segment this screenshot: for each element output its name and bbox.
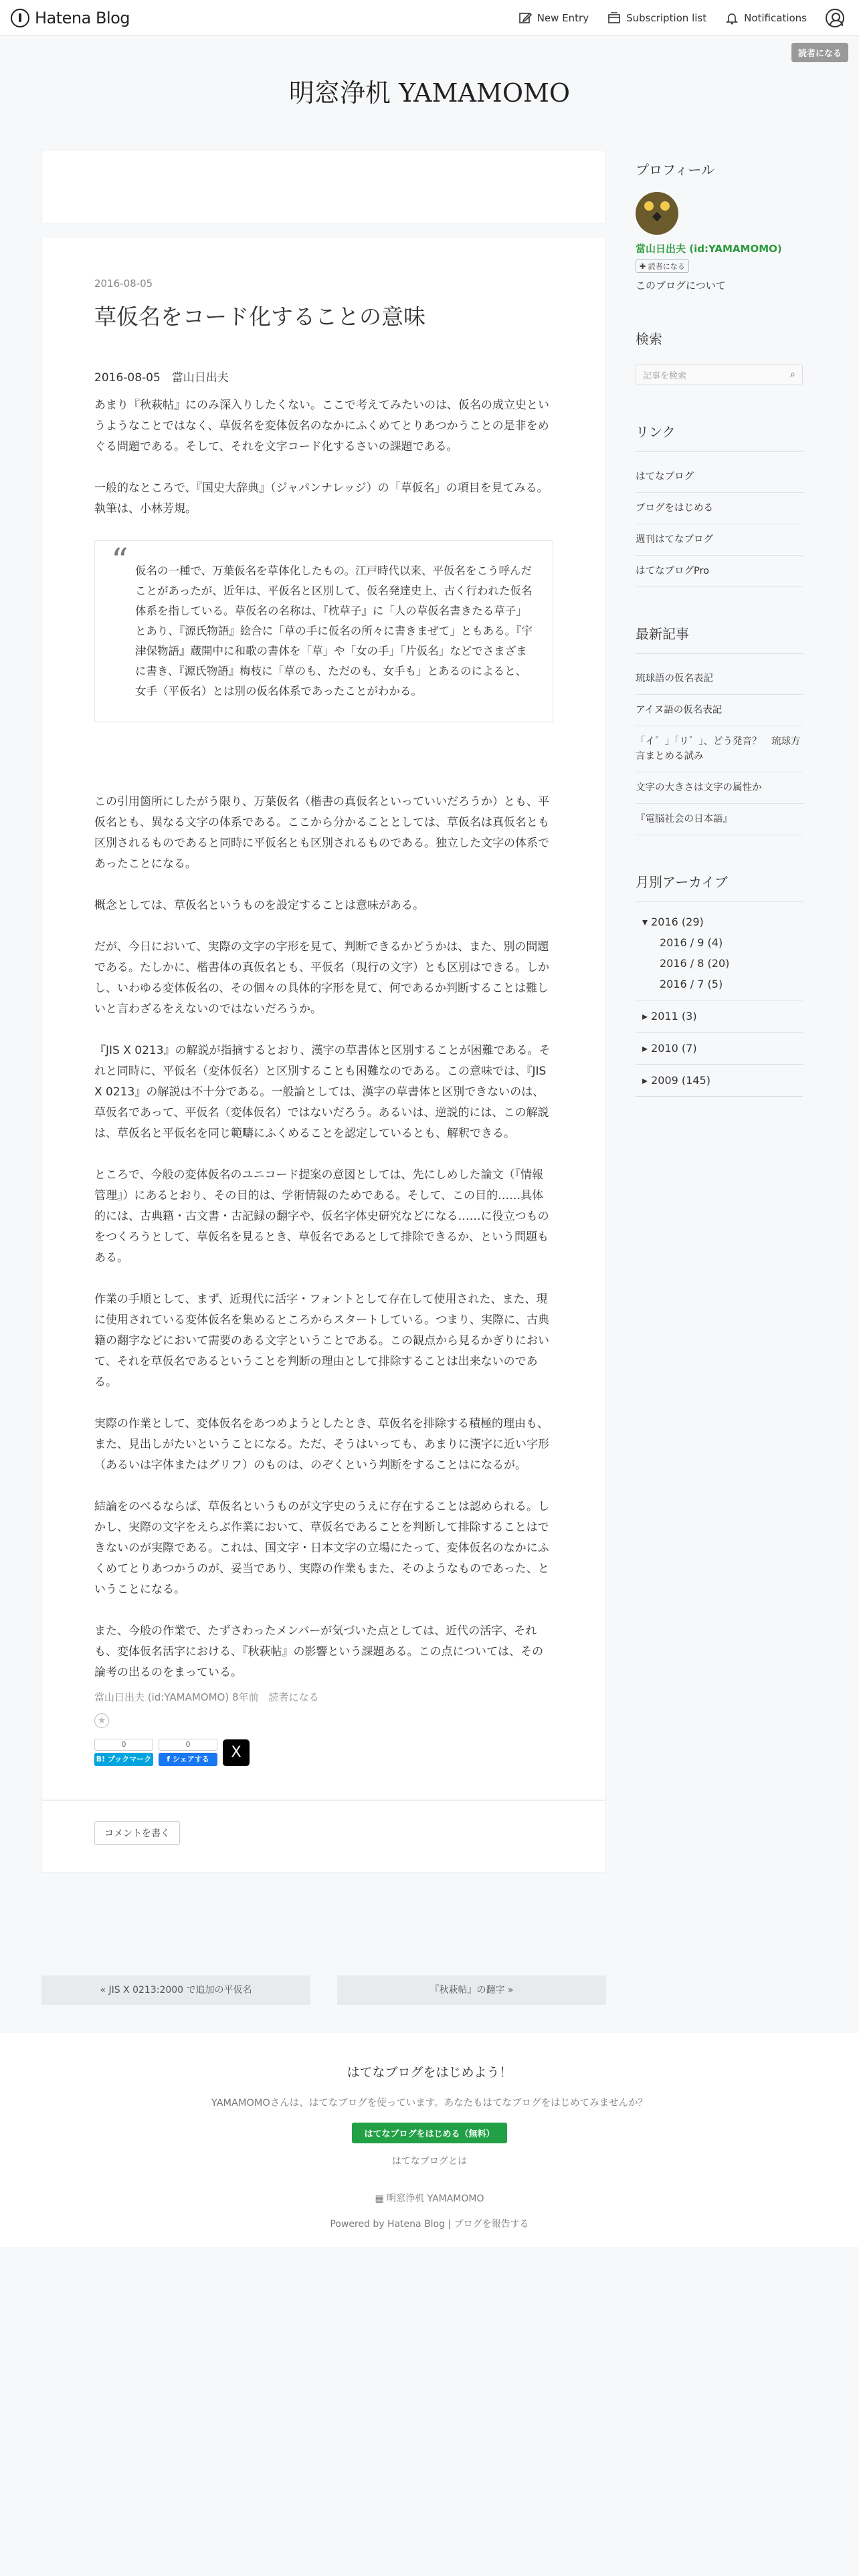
footer-cta-title: はてなブログをはじめよう！ xyxy=(347,2065,512,2080)
logo-text: Hatena Blog xyxy=(35,8,130,27)
profile-reader-button[interactable]: ✚ 読者になる xyxy=(636,259,689,273)
archive-year-2011[interactable]: ▸ 2011 (3) xyxy=(636,1000,803,1033)
link-item[interactable]: はてなブログPro xyxy=(636,556,803,587)
archive-month-link[interactable]: 2016 / 9 (4) xyxy=(660,936,723,949)
recent-entry-link[interactable]: 『電脳社会の日本語』 xyxy=(636,804,803,835)
add-star-icon[interactable]: ★ xyxy=(94,1713,109,1728)
paragraph: ところで、今般の変体仮名のユニコード提案の意図としては、先にしめした論文（『情報管理』）にあるとおり、その目的は、学術情報のためである。そして、この目的……具体的には、古典籍・古文書・古記録の翻字や、仮名字体史研究などになる……に役立つものをつくろうとして、草仮名を見るとき、草仮名であるとして排除できるか、という問題もある。 xyxy=(94,1168,549,1265)
entry-meta-line: 2016-08-05 當山日出夫 xyxy=(94,370,229,385)
next-entry-link[interactable]: 『秋萩帖』の翻字 » xyxy=(337,1975,606,2005)
hatebu-button[interactable]: B! ブックマーク xyxy=(94,1753,153,1766)
entry-title[interactable]: 草仮名をコード化することの意味 xyxy=(94,304,425,330)
profile-module xyxy=(636,159,803,292)
user-account-icon[interactable] xyxy=(826,9,844,27)
paragraph: だが、今日において、実際の文字の字形を見て、判断できるかどうかは、また、別の問題である。たしかに、楷書体の真仮名とも、平仮名（現行の文字）とも区別はできる。しかし、いわゆる変体仮名の、その個々の具体的字形を見て、何であるか判断することは難しいと言わざるをえないのではないだろうか。 xyxy=(94,940,549,1016)
paragraph: 作業の手順として、まず、近現代に活字・フォントとして存在して使用された、また、現に使用されている変体仮名を集めるところからスタートしている。つまり、実際に、古典籍の翻字などにおいて需要のある文字ということである。この観点から見るかぎりにおいて、それを草仮名であるということを判断の理由として排除することは出来ないのである。 xyxy=(94,1292,549,1389)
ad-slot xyxy=(41,150,606,223)
hatebu-count: 0 xyxy=(94,1739,153,1751)
entry-article xyxy=(41,237,606,1800)
main-column xyxy=(41,150,606,1872)
archive-month-link[interactable]: 2016 / 8 (20) xyxy=(660,957,730,970)
paragraph: あまり『秋萩帖』にのみ深入りしたくない。ここで考えてみたいのは、仮名の成立史というようなことではなく、草仮名を変体仮名のなかにふくめてとりあつかうことの是非をめぐる問題である。そして、それを文字コード化するさいの課題である。 xyxy=(94,398,549,453)
facebook-count: 0 xyxy=(159,1739,217,1751)
profile-heading: プロフィール xyxy=(636,162,714,178)
subscribe-reader-button[interactable]: 読者になる xyxy=(791,43,848,62)
about-blog-link[interactable]: このブログについて xyxy=(636,280,726,292)
hatena-logo-icon xyxy=(11,9,29,27)
footer-blog-name[interactable] xyxy=(0,2191,859,2205)
hatena-blog-logo[interactable] xyxy=(11,9,130,27)
quote-mark-icon: “ xyxy=(111,540,128,580)
link-item[interactable]: 週刊はてなブログ xyxy=(636,524,803,556)
search-icon[interactable]: ⌕ xyxy=(790,369,795,380)
quote-text: 仮名の一種で、万葉仮名を草体化したもの。江戸時代以来、平仮名をこう呼んだことがあったが、近年は、平仮名と区別して、仮名発達史上、古く行われた仮名体系を指している。草仮名の名称は、『枕草子』に「人の草仮名書きたる草子」とあり、『源氏物語』絵合に「草の手に仮名の所々に書きまぜて」ともある。『宇津保物語』蔵開中に和歌の書体を「草」や「女の手」「片仮名」などでさまざまに書き、『源氏物語』梅枝に「草のも、ただのも、女手も」とあるのによると、女手（平仮名）とは別の仮名体系であったことがわかる。 xyxy=(135,564,533,697)
search-module xyxy=(636,328,803,385)
blockquote xyxy=(94,540,553,722)
archive-month-link[interactable]: 2016 / 7 (5) xyxy=(636,974,803,1000)
bell-icon xyxy=(725,11,739,25)
archive-year-2010[interactable]: ▸ 2010 (7) xyxy=(636,1033,803,1065)
notifications-button[interactable] xyxy=(725,11,807,25)
recent-entry-link[interactable]: アイヌ語の仮名表記 xyxy=(636,695,803,726)
about-hatena-blog-link[interactable]: はてなブログとは xyxy=(391,2156,468,2167)
paragraph: この引用箇所にしたがう限り、万葉仮名（楷書の真仮名といっていいだろうか）とも、平仮名とも、異なる文字の体系である。ここから分かることとしては、草仮名は真仮名とも区別されるものであると同時に平仮名とも区別されるものである。独立した文字の体系であったことになる。 xyxy=(94,794,549,871)
comment-section xyxy=(41,1800,606,1872)
start-blog-button[interactable]: はてなブログをはじめる（無料） xyxy=(352,2123,506,2143)
entry-date[interactable]: 2016-08-05 xyxy=(94,278,153,290)
paragraph: また、今般の作業で、たずさわったメンバーが気づいた点としては、近代の活字、それも、変体仮名活字における、『秋萩帖』の影響という課題ある。この点については、その論考の出るのをまっている。 xyxy=(94,1624,544,1679)
share-buttons xyxy=(94,1739,553,1766)
facebook-share[interactable] xyxy=(159,1739,217,1766)
global-header xyxy=(0,0,859,36)
recent-entry-link[interactable]: 「イ゛」「リ゛」、どう発音？ 琉球方言まとめる試み xyxy=(636,726,803,772)
recent-entry-link[interactable]: 琉球語の仮名表記 xyxy=(636,663,803,695)
x-share-button[interactable]: X xyxy=(223,1739,250,1766)
new-entry-label: New Entry xyxy=(537,11,589,24)
search-input[interactable] xyxy=(636,364,803,385)
prev-entry-link[interactable]: « JIS X 0213:2000 で追加の平仮名 xyxy=(41,1975,310,2005)
footer-cta-text: YAMAMOMOさんは、はてなブログを使っています。あなたもはてなブログをはじめてみませんか？ xyxy=(211,2098,648,2109)
profile-name-link[interactable]: 當山日出夫 (id:YAMAMOMO) xyxy=(636,243,782,255)
subscription-label: Subscription list xyxy=(626,11,707,24)
subscription-icon xyxy=(607,11,621,25)
link-item[interactable]: ブログをはじめる xyxy=(636,493,803,524)
hatebu-share[interactable] xyxy=(94,1739,153,1766)
archive-heading: 月別アーカイブ xyxy=(636,871,803,902)
recent-entry-link[interactable]: 文字の大きさは文字の属性か xyxy=(636,772,803,804)
footer-blog-title: 明窓浄机 YAMAMOMO xyxy=(387,2193,484,2204)
sidebar xyxy=(636,159,803,1133)
paragraph: 概念としては、草仮名というものを設定することは意味がある。 xyxy=(94,898,424,912)
pencil-icon xyxy=(518,11,532,25)
archive-module xyxy=(636,871,803,1097)
blog-title[interactable]: 明窓浄机 YAMAMOMO xyxy=(288,78,571,108)
links-module xyxy=(636,421,803,587)
search-placeholder: 記事を検索 xyxy=(643,370,687,381)
link-item[interactable]: はてなブログ xyxy=(636,461,803,493)
paragraph: 『JIS X 0213』の解説が指摘するとおり、漢字の草書体と区別することが困難である。それと同時に、平仮名（変体仮名）と区別することも困難なのである。この意味では、『JIS X 0213』の解説は不十分である。一般論としては、漢字の草書体と区別できないのは、草仮名であって、平仮名（変体仮名）ではないだろう。あるいは、逆説的には、この解説は、草仮名と平仮名を同じ範疇にふくめることを認定しているとも、解釈できる。 xyxy=(94,1043,551,1140)
subscription-button[interactable] xyxy=(607,11,706,25)
archive-year-2016[interactable]: ▾ 2016 (29) xyxy=(642,916,704,928)
recent-heading: 最新記事 xyxy=(636,623,803,654)
links-heading: リンク xyxy=(636,421,803,452)
paragraph: 実際の作業として、変体仮名をあつめようとしたとき、草仮名を排除する積極的理由も、また、見出しがたいということになる。ただ、そうはいっても、あまりに漢字に近い字形（あるいは字体またはグリフ）のものは、のぞくという判断をすることはになるが。 xyxy=(94,1416,549,1472)
new-entry-button[interactable] xyxy=(518,11,589,25)
blog-icon: ▦ xyxy=(375,2193,387,2204)
entry-pager xyxy=(41,1975,606,2005)
notifications-label: Notifications xyxy=(744,11,807,24)
facebook-button[interactable]: f シェアする xyxy=(159,1753,217,1766)
write-comment-button[interactable]: コメントを書く xyxy=(94,1821,180,1845)
paragraph: 結論をのべるならば、草仮名というものが文字史のうえに存在することは認められる。しかし、実際の文字をえらぶ作業において、草仮名であることを判断して排除することはできないのが実際である。これは、国文字・日本文字の立場にたって、変体仮名のなかにふくめてとりあつかうのが、妥当であり、実際の作業もまた、そのようなものであった、ということになる。 xyxy=(94,1499,549,1596)
owl-avatar-icon[interactable] xyxy=(636,192,678,235)
entry-content xyxy=(94,368,553,1683)
powered-by-text[interactable]: Powered by Hatena Blog | ブログを報告する xyxy=(330,2219,529,2230)
search-heading: 検索 xyxy=(636,331,662,347)
paragraph: 一般的なところで、『国史大辞典』（ジャパンナレッジ）の「草仮名」の項目を見てみる。執筆は、小林芳規。 xyxy=(94,481,549,516)
recent-entries-module xyxy=(636,623,803,835)
page-footer xyxy=(0,2033,859,2247)
entry-footer-meta: 當山日出夫 (id:YAMAMOMO) 8年前 読者になる xyxy=(94,1691,319,1703)
archive-year-2009[interactable]: ▸ 2009 (145) xyxy=(636,1065,803,1097)
